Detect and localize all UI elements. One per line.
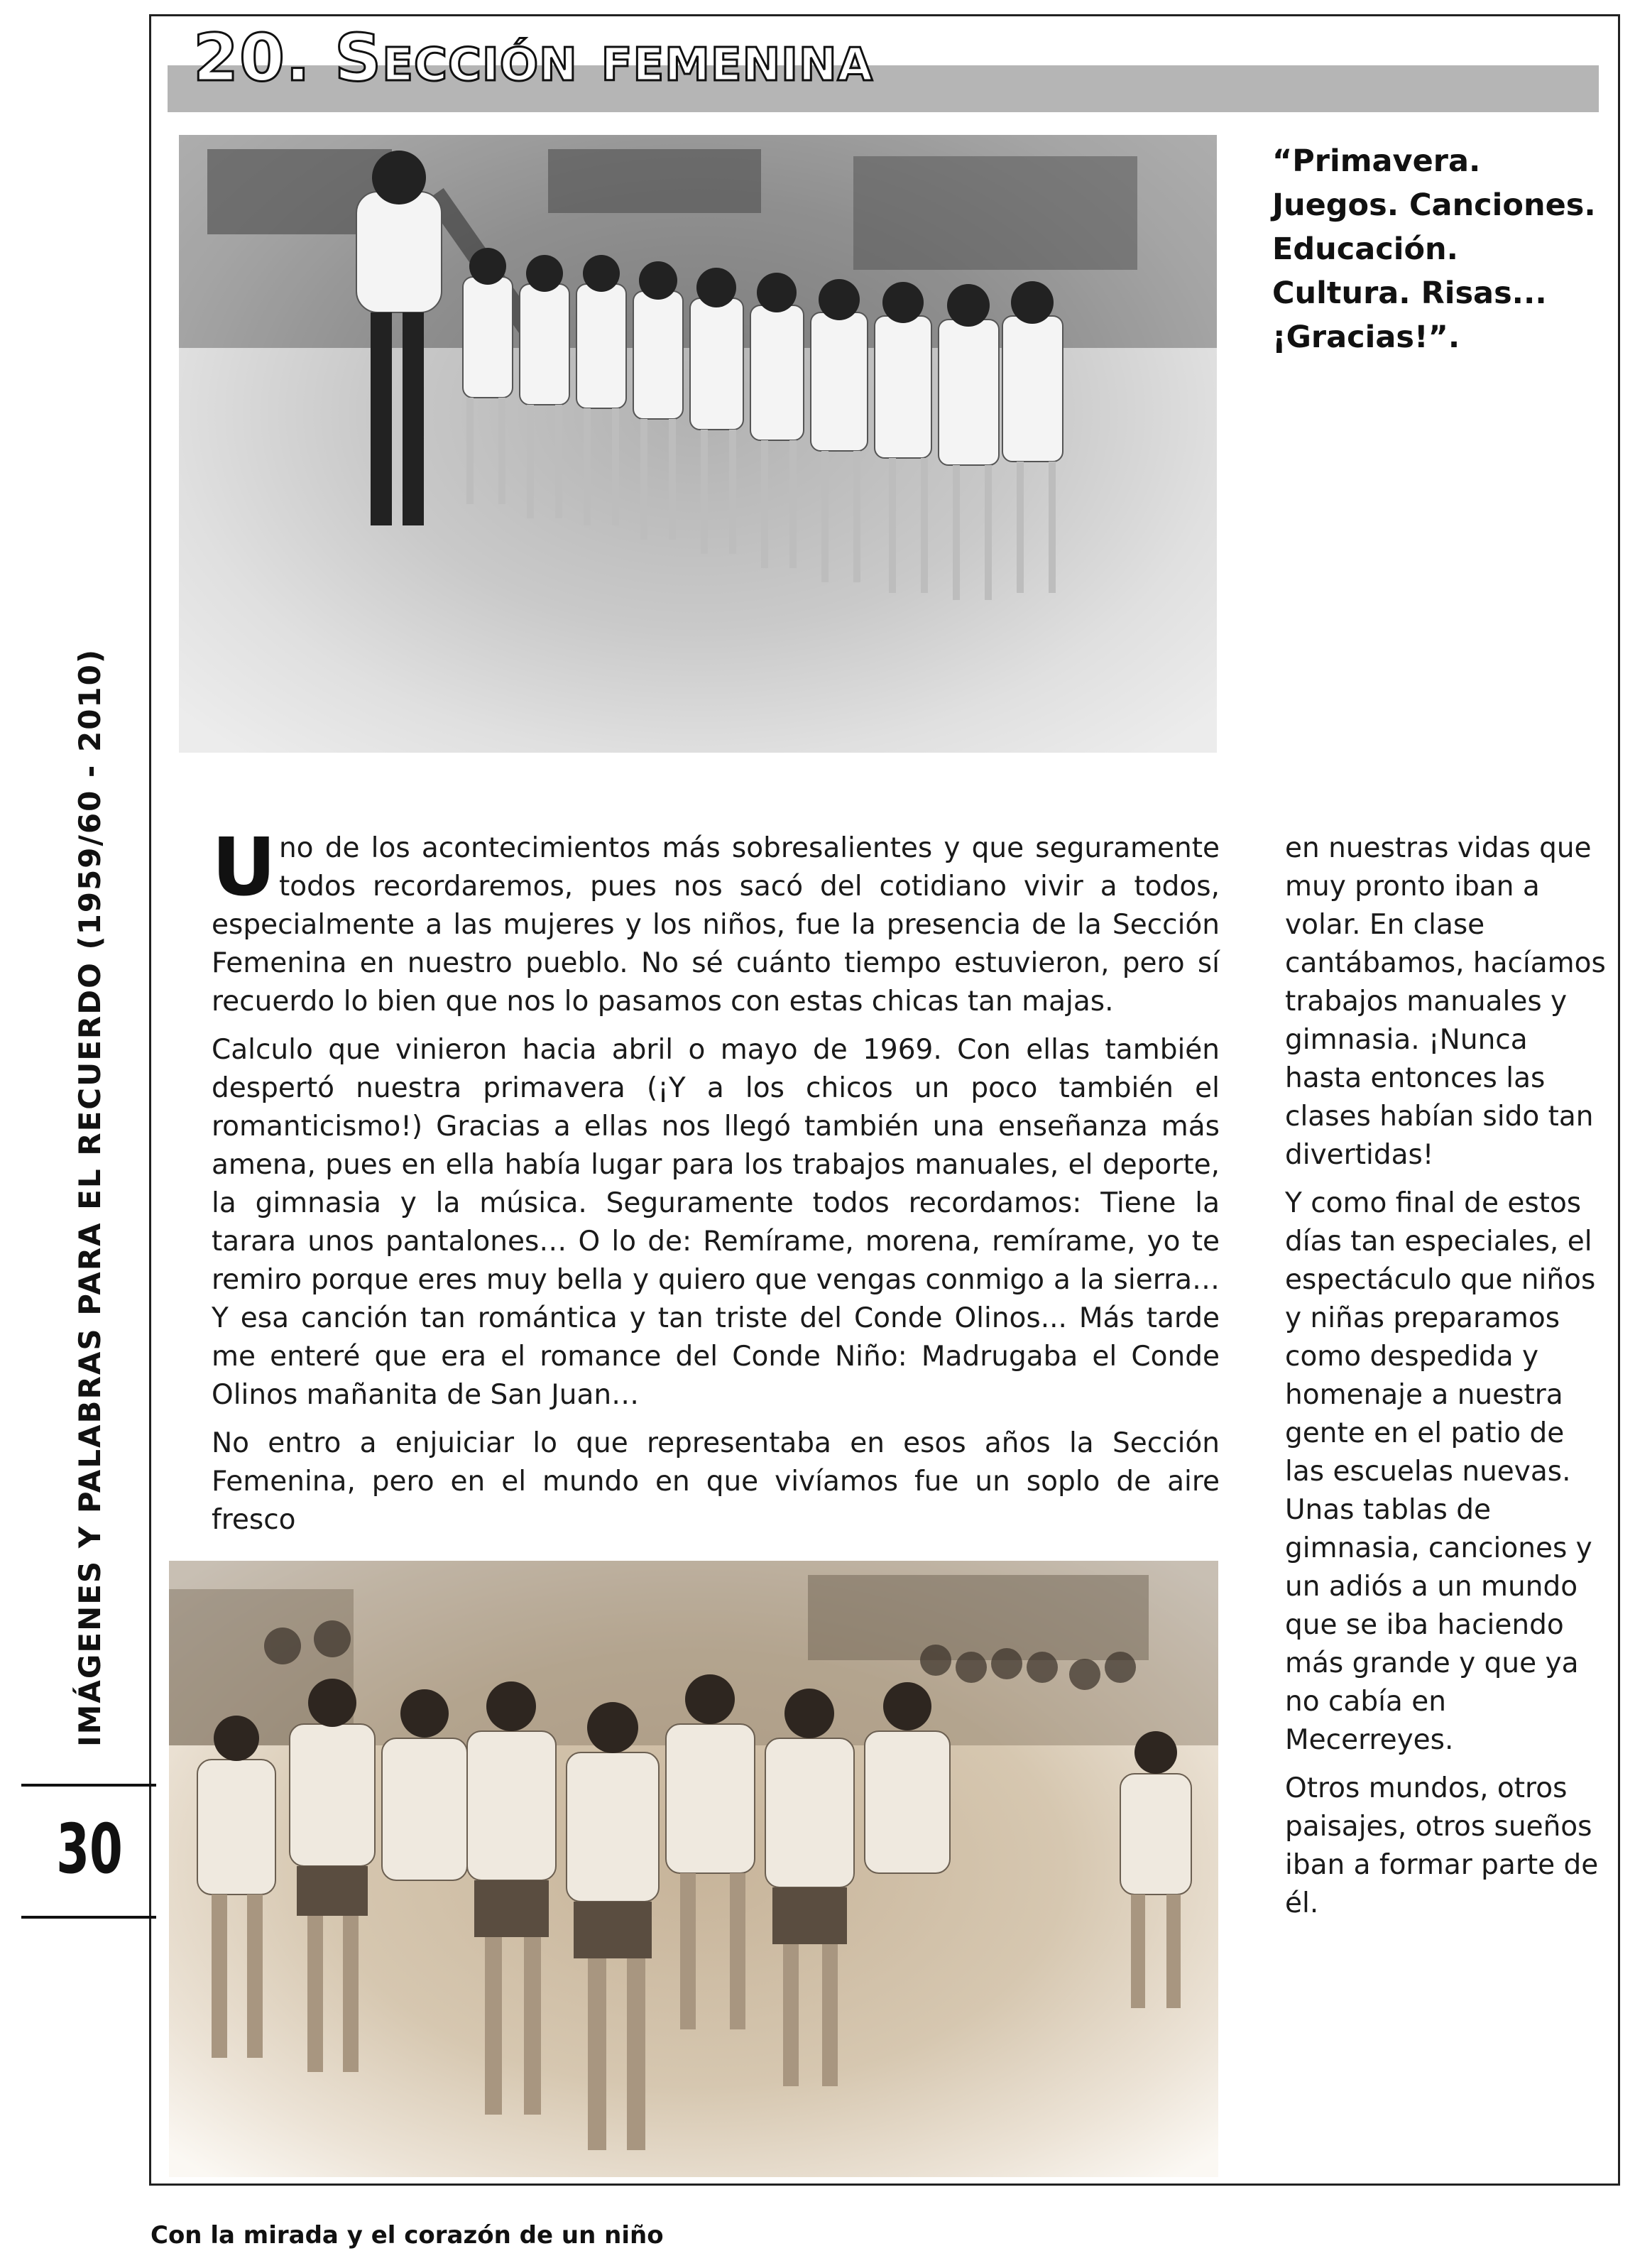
side-paragraph-2: Y como final de estos días tan especiales, el espectáculo que niños y niñas preparamos como despedida y homenaje a nuestra gente en el patio de las escuelas nuevas. Unas tablas de gimnasia, canciones y un adiós a un mundo que se iba haciendo más grande y que ya no cabía en Mecerreyes. [1285, 1187, 1596, 1756]
footer-book-title: Con la mirada y el corazón de un niño [151, 2221, 664, 2250]
article-paragraph-1-text: no de los acontecimientos más sobresalientes y que seguramente todos recordaremos, pues nos sacó del cotidiano vivir a todos, especialmente a las mujeres y los niños, fue la presencia de la Sección Femenina en nuestro pueblo. No sé cuánto tiempo estuvieron, pero sí recuerdo lo bien que nos lo pasamos con estas chicas tan majas. [212, 832, 1220, 1018]
page-title: 20. Sección femenina [193, 20, 874, 96]
page-number-rule-top [21, 1784, 156, 1787]
page-number: 30 [56, 1809, 123, 1889]
article-main-column [212, 822, 1220, 1549]
side-paragraph-1: en nuestras vidas que muy pronto iban a volar. En clase cantábamos, hacíamos trabajos manuales y gimnasia. ¡Nunca hasta entonces las clases habían sido tan divertidas! [1285, 832, 1606, 1171]
article-paragraph-1 [212, 822, 1220, 1021]
series-title: IMÁGENES Y PALABRAS PARA EL RECUERDO (1959/60 - 2010) [72, 648, 107, 1747]
page-number-rule-bottom [21, 1916, 156, 1919]
pull-quote: “Primavera. Juegos. Canciones. Educación. Cultura. Risas... ¡Gracias!”. [1272, 143, 1596, 355]
drop-cap: U [212, 822, 276, 914]
side-paragraph-3: Otros mundos, otros paisajes, otros sueños iban a formar parte de él. [1285, 1772, 1599, 1919]
photo-boys-group [169, 1561, 1218, 2177]
article-paragraph-3: No entro a enjuiciar lo que representaba en esos años la Sección Femenina, pero en el mundo en que vivíamos fue un soplo de aire fresco [212, 1427, 1220, 1536]
article-side-column [1285, 829, 1606, 1933]
photo-girls-choir [179, 135, 1217, 753]
article-paragraph-2: Calculo que vinieron hacia abril o mayo de 1969. Con ellas también despertó nuestra primavera (¡Y a los chicos un poco también el romanticismo!) Gracias a ellas nos llegó también una enseñanza más amena, pues en ella había lugar para los trabajos manuales, el deporte, la gimnasia y la música. Seguramente todos recordamos: Tiene la tarara unos pantalones… O lo de: Remírame, morena, remírame, yo te remiro porque eres muy bella y quiero que vengas conmigo a la sierra… Y esa canción tan romántica y tan triste del Conde Olinos... Más tarde me enteré que era el romance del Conde Niño: Madrugaba el Conde Olinos mañanita de San Juan… [212, 1034, 1220, 1411]
